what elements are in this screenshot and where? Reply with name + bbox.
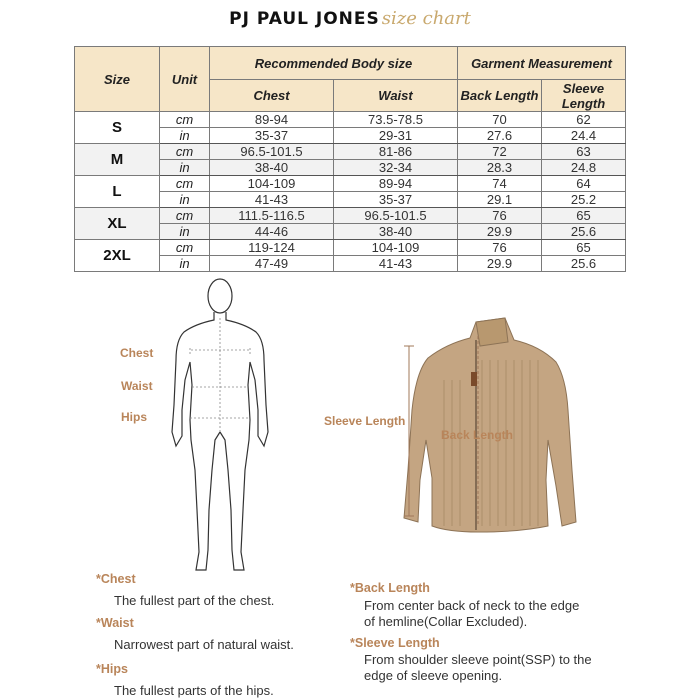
- note-back-title: *Back Length: [350, 581, 430, 595]
- chest-cell: 89-94: [210, 112, 334, 128]
- waist-cell: 35-37: [334, 192, 458, 208]
- chest-cell: 35-37: [210, 128, 334, 144]
- note-waist-text: Narrowest part of natural waist.: [114, 637, 294, 652]
- size-chart-script: size chart: [381, 8, 471, 29]
- header-size: Size: [75, 47, 160, 112]
- chest-cell: 96.5-101.5: [210, 144, 334, 160]
- chest-cell: 44-46: [210, 224, 334, 240]
- header-chest: Chest: [210, 80, 334, 112]
- note-chest-text: The fullest part of the chest.: [114, 593, 275, 608]
- waist-cell: 89-94: [334, 176, 458, 192]
- back-cell: 72: [458, 144, 542, 160]
- body-measure-lines: [190, 318, 250, 432]
- back-cell: 27.6: [458, 128, 542, 144]
- note-sleeve-text: From shoulder sleeve point(SSP) to the edge of sleeve opening.: [364, 652, 592, 683]
- sleeve-cell: 65: [542, 208, 626, 224]
- note-hips-text: The fullest parts of the hips.: [114, 683, 274, 698]
- back-cell: 29.1: [458, 192, 542, 208]
- sleeve-cell: 64: [542, 176, 626, 192]
- header-waist: Waist: [334, 80, 458, 112]
- header-back-length: Back Length: [458, 80, 542, 112]
- note-hips-title: *Hips: [96, 662, 128, 676]
- waist-cell: 38-40: [334, 224, 458, 240]
- chest-cell: 41-43: [210, 192, 334, 208]
- note-chest-title: *Chest: [96, 572, 136, 586]
- chest-cell: 38-40: [210, 160, 334, 176]
- back-cell: 28.3: [458, 160, 542, 176]
- chest-label: Chest: [120, 346, 154, 360]
- sleeve-cell: 25.6: [542, 224, 626, 240]
- sleeve-cell: 62: [542, 112, 626, 128]
- unit-cell: cm: [160, 240, 210, 256]
- size-cell: L: [75, 176, 160, 208]
- size-cell: XL: [75, 208, 160, 240]
- header-garment: Garment Measurement: [458, 47, 626, 80]
- note-back-text: From center back of neck to the edge of hemline(Collar Excluded).: [364, 598, 580, 629]
- sleeve-cell: 24.4: [542, 128, 626, 144]
- waist-cell: 104-109: [334, 240, 458, 256]
- back-length-label: Back Length: [441, 428, 514, 442]
- back-cell: 70: [458, 112, 542, 128]
- sleeve-length-label: Sleeve Length: [324, 414, 406, 428]
- waist-cell: 29-31: [334, 128, 458, 144]
- note-waist-title: *Waist: [96, 616, 134, 630]
- sleeve-cell: 63: [542, 144, 626, 160]
- waist-cell: 96.5-101.5: [334, 208, 458, 224]
- sleeve-cell: 25.2: [542, 192, 626, 208]
- unit-cell: in: [160, 192, 210, 208]
- back-cell: 29.9: [458, 224, 542, 240]
- unit-cell: in: [160, 256, 210, 272]
- sleeve-cell: 65: [542, 240, 626, 256]
- unit-cell: in: [160, 224, 210, 240]
- back-cell: 76: [458, 208, 542, 224]
- size-cell: S: [75, 112, 160, 144]
- chest-cell: 119-124: [210, 240, 334, 256]
- unit-cell: cm: [160, 112, 210, 128]
- unit-cell: cm: [160, 144, 210, 160]
- size-cell: M: [75, 144, 160, 176]
- unit-cell: in: [160, 128, 210, 144]
- chest-cell: 111.5-116.5: [210, 208, 334, 224]
- back-cell: 76: [458, 240, 542, 256]
- sweater-image: [404, 318, 576, 532]
- brand-name: PJ PAUL JONES: [229, 9, 380, 29]
- sleeve-cell: 24.8: [542, 160, 626, 176]
- chest-cell: 47-49: [210, 256, 334, 272]
- size-cell: 2XL: [75, 240, 160, 272]
- sleeve-cell: 25.6: [542, 256, 626, 272]
- unit-cell: cm: [160, 176, 210, 192]
- waist-cell: 81-86: [334, 144, 458, 160]
- chest-cell: 104-109: [210, 176, 334, 192]
- header-body-size: Recommended Body size: [210, 47, 458, 80]
- waist-cell: 73.5-78.5: [334, 112, 458, 128]
- waist-label: Waist: [121, 379, 153, 393]
- unit-cell: in: [160, 160, 210, 176]
- unit-cell: cm: [160, 208, 210, 224]
- back-cell: 74: [458, 176, 542, 192]
- hips-label: Hips: [121, 410, 148, 424]
- header-unit: Unit: [160, 47, 210, 112]
- header-sleeve-length: Sleeve Length: [542, 80, 626, 112]
- waist-cell: 32-34: [334, 160, 458, 176]
- waist-cell: 41-43: [334, 256, 458, 272]
- back-cell: 29.9: [458, 256, 542, 272]
- note-sleeve-title: *Sleeve Length: [350, 636, 440, 650]
